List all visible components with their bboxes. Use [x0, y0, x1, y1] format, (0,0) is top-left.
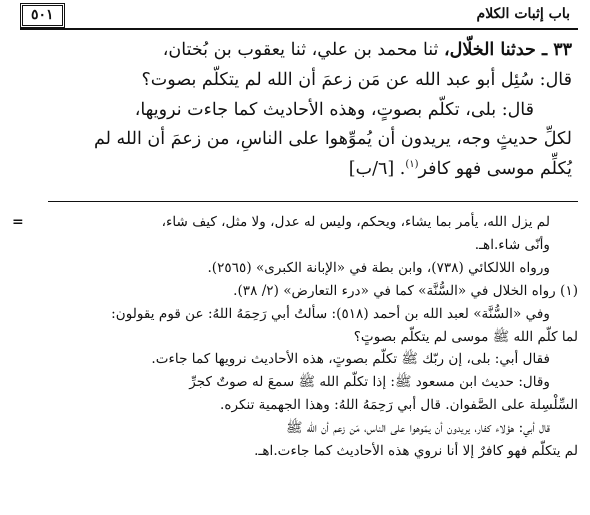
page-reference: . [٦/ب]	[348, 159, 406, 180]
footnote-line: لما كلّم الله ﷺ موسى لم يتكلّم بصوتٍ؟	[353, 328, 578, 345]
main-line: قال: بلى، تكلّم بصوتٍ، وهذه الأحاديث كما جاءت نرويها،	[134, 99, 534, 120]
chapter-title: باب إثبات الكلام	[476, 6, 570, 22]
footnote-line: (١) رواه الخلال في «السُّنَّة» كما في «درء التعارض» (٢/ ٣٨).	[233, 282, 578, 299]
footnote-line: لم يزل الله، يأمر بما يشاء، ويحكم، وليس له عدل، ولا مثل، كيف شاء،	[161, 213, 550, 230]
continuation-mark: =	[12, 213, 24, 230]
main-line: قال: سُئِل أبو عبد الله عن مَن زعمَ أن الله لم يتكلّم بصوت؟	[141, 69, 572, 90]
footnote-line: وقال: حديث ابن مسعود ﷺ: إذا تكلّم الله ﷺ سمعَ له صوتٌ كجرِّ	[189, 374, 550, 391]
page-header	[14, 0, 578, 30]
footnote-marker: (١)	[405, 159, 419, 171]
main-line	[14, 155, 572, 185]
footnote-line: قال أبي: هؤلاء كفار، يريدون أن يمّوهوا على الناس، مَن زعم أن الله ﷺ	[286, 420, 550, 437]
footnotes	[14, 211, 578, 463]
footnote-line: السِّلْسِلة على الصَّفوان. قال أبي رَحِمَهُ اللهُ: وهذا الجهمية تنكره.	[220, 397, 578, 414]
footnote-line: وفي «السُّنَّة» لعبد الله بن أحمد (٥١٨): سألتُ أبي رَحِمَهُ اللهُ: عن قوم يقولون:	[111, 305, 550, 322]
footnote-line: ورواه اللالكائي (٧٣٨)، وابن بطة في «الإبانة الكبرى» (٢٥٦٥).	[207, 259, 550, 276]
main-line-text: يُكلِّم موسى فهو كافر	[418, 159, 572, 180]
main-text	[14, 36, 578, 185]
footnote-line: وأنّى شاء.اهـ.	[474, 236, 550, 253]
hadith-number: ٣٣ ـ حدثنا الخلّال،	[444, 40, 572, 60]
footnote-separator	[48, 201, 578, 202]
main-line-text: ثنا محمد بن علي، ثنا يعقوب بن بُختان،	[162, 40, 444, 60]
page-number: ٥٠١	[20, 3, 65, 28]
footnote-line: لم يتكلّم فهو كافرٌ إلا أنا نروي هذه الأحاديث كما جاءت.اهـ.	[254, 443, 578, 460]
header-rule	[20, 28, 578, 30]
footnote-line: فقال أبي: بلى، إن ربّك ﷺ تكلّم بصوتٍ، هذه الأحاديث نرويها كما جاءت.	[151, 351, 550, 368]
main-line	[14, 36, 572, 66]
main-line: لكلِّ حديثٍ وجه، يريدون أن يُموِّهوا على الناسِ، من زعمَ أن الله لم	[93, 129, 572, 150]
